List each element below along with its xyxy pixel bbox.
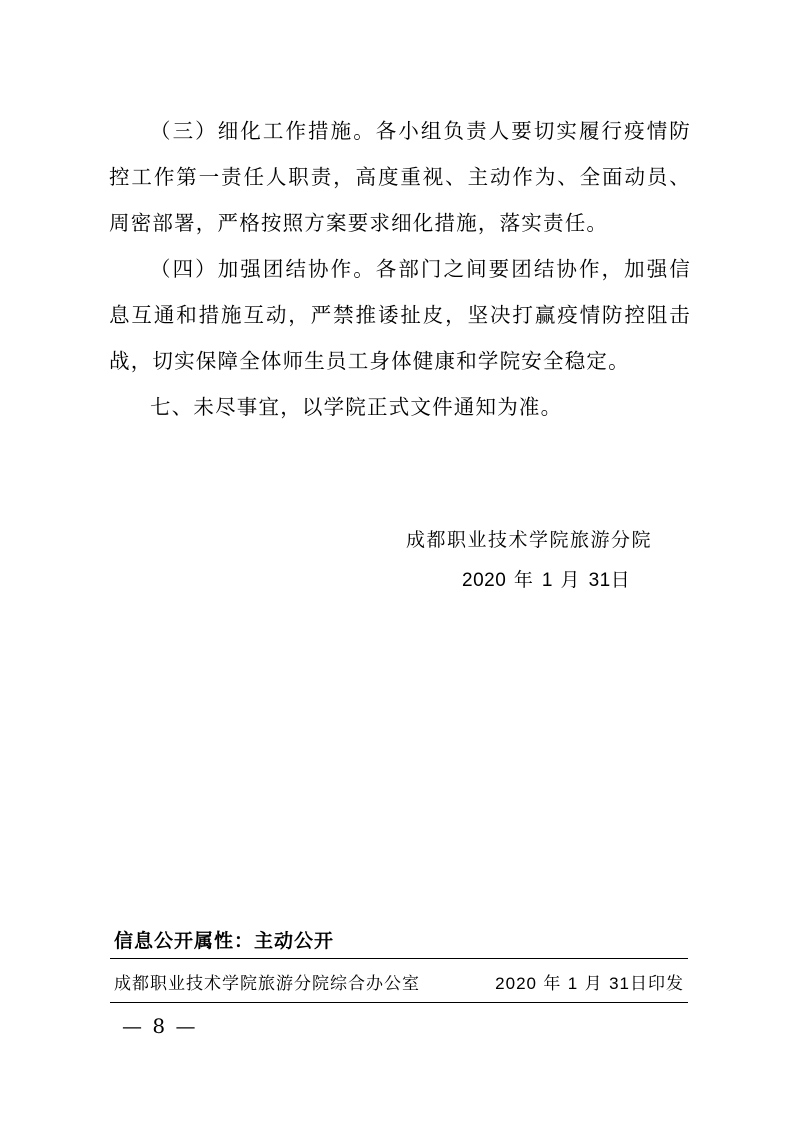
- footer-divider-bottom: [110, 1002, 688, 1003]
- footer-date-month-unit: 月: [584, 974, 603, 994]
- disclosure-attribute: 信息公开属性：主动公开: [114, 930, 335, 952]
- signature-organization: 成都职业技术学院旅游分院: [406, 529, 653, 551]
- footer-date-year: 2020: [495, 974, 537, 993]
- footer-issue-row: [114, 967, 684, 997]
- page-number: — 8 —: [122, 1014, 198, 1038]
- footer-date-suffix: 日印发: [630, 974, 684, 994]
- footer-date-month: 1: [567, 974, 579, 993]
- footer-date-day: 31: [609, 974, 630, 993]
- signature-date-month-unit: 月: [560, 569, 582, 591]
- signature-date-day-unit: 日: [610, 569, 632, 591]
- footer-date-year-unit: 年: [543, 974, 562, 994]
- paragraph-remaining-matters: 七、未尽事宜，以学院正式文件通知为准。: [150, 395, 563, 419]
- paragraph-refine-measures: （三）细化工作措施。各小组负责人要切实履行疫情防控工作第一责任人职责，高度重视、主动作为、全面动员、周密部署，严格按照方案要求细化措施，落实责任。: [109, 119, 691, 235]
- signature-date-day: 31: [588, 570, 611, 591]
- footer-divider-top: [110, 958, 688, 959]
- signature-date-year: 2020: [462, 570, 507, 591]
- signature-date-month: 1: [541, 570, 553, 591]
- signature-date-year-unit: 年: [513, 569, 535, 591]
- paragraph-cooperation: （四）加强团结协作。各部门之间要团结协作，加强信息互通和措施互动，严禁推诿扯皮，坚决打赢疫情防控阻击战，切实保障全体师生员工身体健康和学院安全稳定。: [109, 257, 691, 373]
- footer-issue-date: [495, 969, 684, 994]
- document-body: [109, 108, 691, 430]
- footer-issuing-office: 成都职业技术学院旅游分院综合办公室: [114, 974, 420, 994]
- signature-date: [462, 565, 762, 592]
